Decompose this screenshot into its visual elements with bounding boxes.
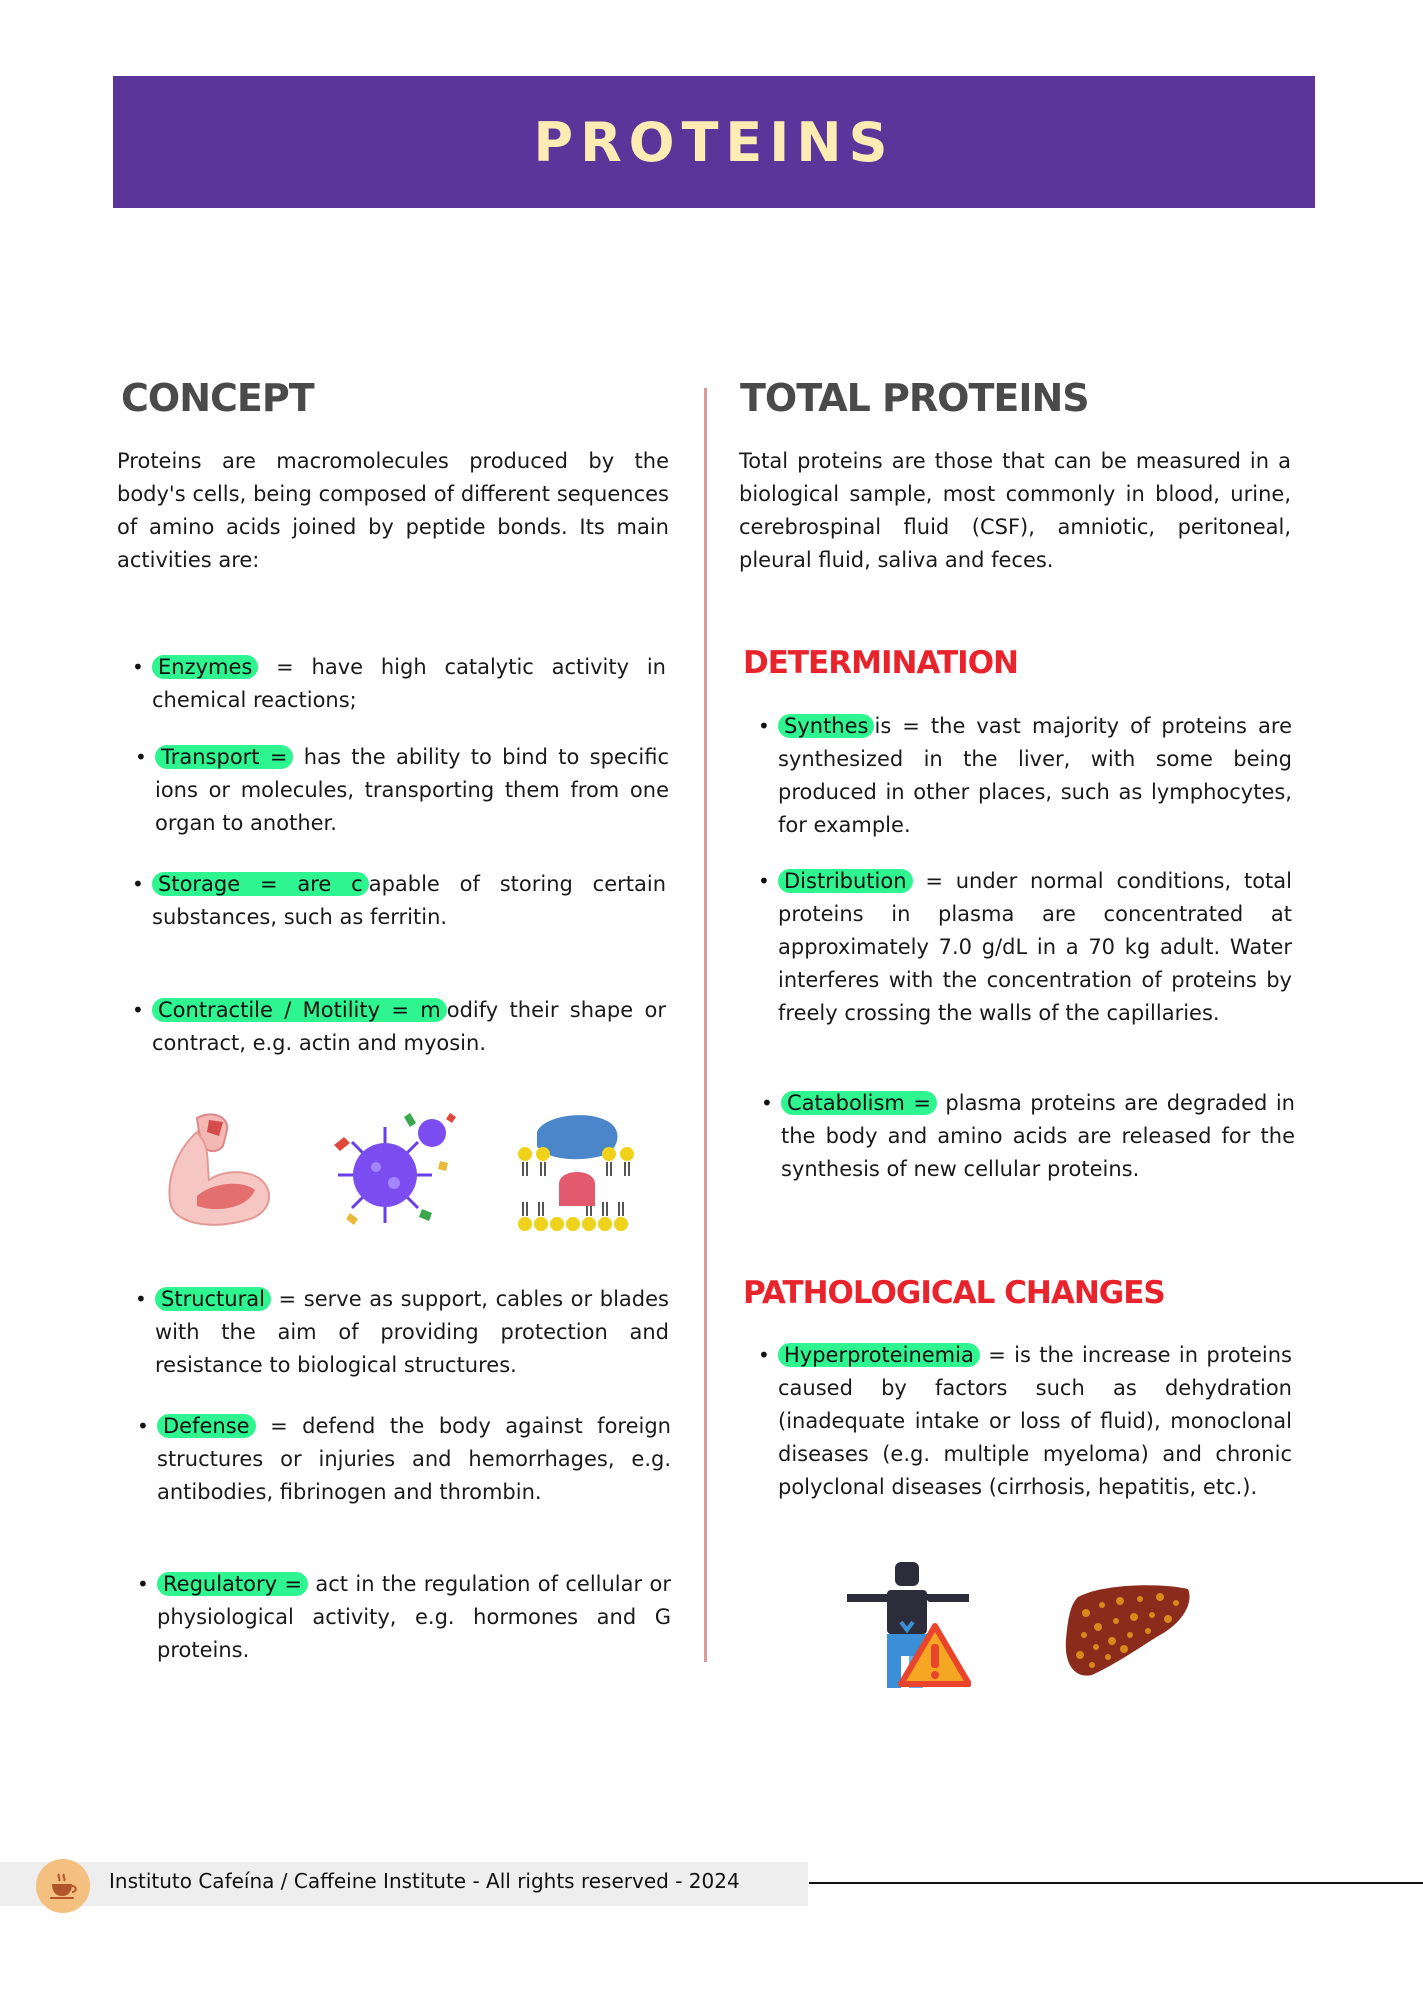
activity-term: Regulatory = <box>157 1572 308 1596</box>
column-divider <box>704 388 707 1662</box>
pathological-term: Hyperproteinemia <box>778 1343 980 1367</box>
activity-defense <box>157 1410 671 1509</box>
activity-enzymes <box>152 651 666 717</box>
cell-membrane-protein-icon <box>515 1112 637 1236</box>
activity-text: = have high catalytic activity in chemical reactions; <box>152 655 666 712</box>
determination-text: = under normal conditions, total proteins in plasma are concentrated at approximately 7.0 g/dL in a 70 kg adult. Water interferes with the concentration of proteins by freely crossing the walls of the capillaries. <box>778 869 1292 1025</box>
activity-term: Transport = <box>155 745 293 769</box>
virus-antibody-icon <box>330 1105 460 1233</box>
activity-term: Enzymes <box>152 655 258 679</box>
cirrhotic-liver-icon <box>1064 1583 1194 1679</box>
activity-term: Contractile / Motility = m <box>152 998 447 1022</box>
activity-text: odify their shape or contract, e.g. actin and myosin. <box>152 998 666 1055</box>
footer-line <box>809 1882 1423 1884</box>
determination-synthesis <box>778 710 1292 842</box>
determination-text: plasma proteins are degraded in the body and amino acids are released for the synthesis of new cellular proteins. <box>781 1091 1295 1181</box>
activity-text: = defend the body against foreign structures or injuries and hemorrhages, e.g. antibodies, fibrinogen and thrombin. <box>157 1414 671 1504</box>
title-banner <box>113 76 1315 208</box>
determination-heading: DETERMINATION <box>743 645 1018 681</box>
pathological-hyperproteinemia <box>778 1339 1292 1504</box>
activity-term: Storage = are c <box>152 872 369 896</box>
determination-term: Catabolism = <box>781 1091 937 1115</box>
activity-text: apable of storing certain substances, such as ferritin. <box>152 872 666 929</box>
activity-regulatory <box>157 1568 671 1667</box>
determination-term: Distribution <box>778 869 913 893</box>
total-proteins-intro: Total proteins are those that can be measured in a biological sample, most commonly in blood, urine, cerebrospinal fluid (CSF), amniotic, peritoneal, pleural fluid, saliva and feces. <box>739 449 1291 572</box>
concept-heading: CONCEPT <box>121 376 314 420</box>
activity-text: has the ability to bind to specific ions or molecules, transporting them from one organ to another. <box>155 745 669 835</box>
activity-storage <box>152 868 666 934</box>
activity-structural <box>155 1283 669 1382</box>
determination-text: is = the vast majority of proteins are synthesized in the liver, with some being produced in other places, such as lymphocytes, for example. <box>778 714 1292 837</box>
coffee-cup-icon <box>47 1870 79 1902</box>
dehydrated-person-warning-icon <box>845 1560 971 1690</box>
page-title: PROTEINS <box>533 110 895 174</box>
footer-logo <box>36 1859 90 1913</box>
pathological-heading: PATHOLOGICAL CHANGES <box>743 1275 1165 1311</box>
activity-contractile <box>152 994 666 1060</box>
determination-distribution <box>778 865 1292 1030</box>
determination-term: Synthes <box>778 714 874 738</box>
concept-intro: Proteins are macromolecules produced by the body's cells, being composed of different sequences of amino acids joined by peptide bonds. Its main activities are: <box>117 449 669 572</box>
activity-text: = serve as support, cables or blades with the aim of providing protection and resistance to biological structures. <box>155 1287 669 1377</box>
activity-transport <box>155 741 669 840</box>
activity-text: act in the regulation of cellular or physiological activity, e.g. hormones and G proteins. <box>157 1572 671 1662</box>
footer-text: Instituto Cafeína / Caffeine Institute - All rights reserved - 2024 <box>109 1869 740 1893</box>
determination-catabolism <box>781 1087 1295 1186</box>
muscle-arm-icon <box>157 1110 277 1228</box>
total-proteins-heading: TOTAL PROTEINS <box>740 376 1089 420</box>
pathological-text: = is the increase in proteins caused by factors such as dehydration (inadequate intake or loss of fluid), monoclonal diseases (e.g. multiple myeloma) and chronic polyclonal diseases (cirrhosis, hepatitis, etc.). <box>778 1343 1292 1499</box>
activity-term: Defense <box>157 1414 256 1438</box>
activity-term: Structural <box>155 1287 271 1311</box>
